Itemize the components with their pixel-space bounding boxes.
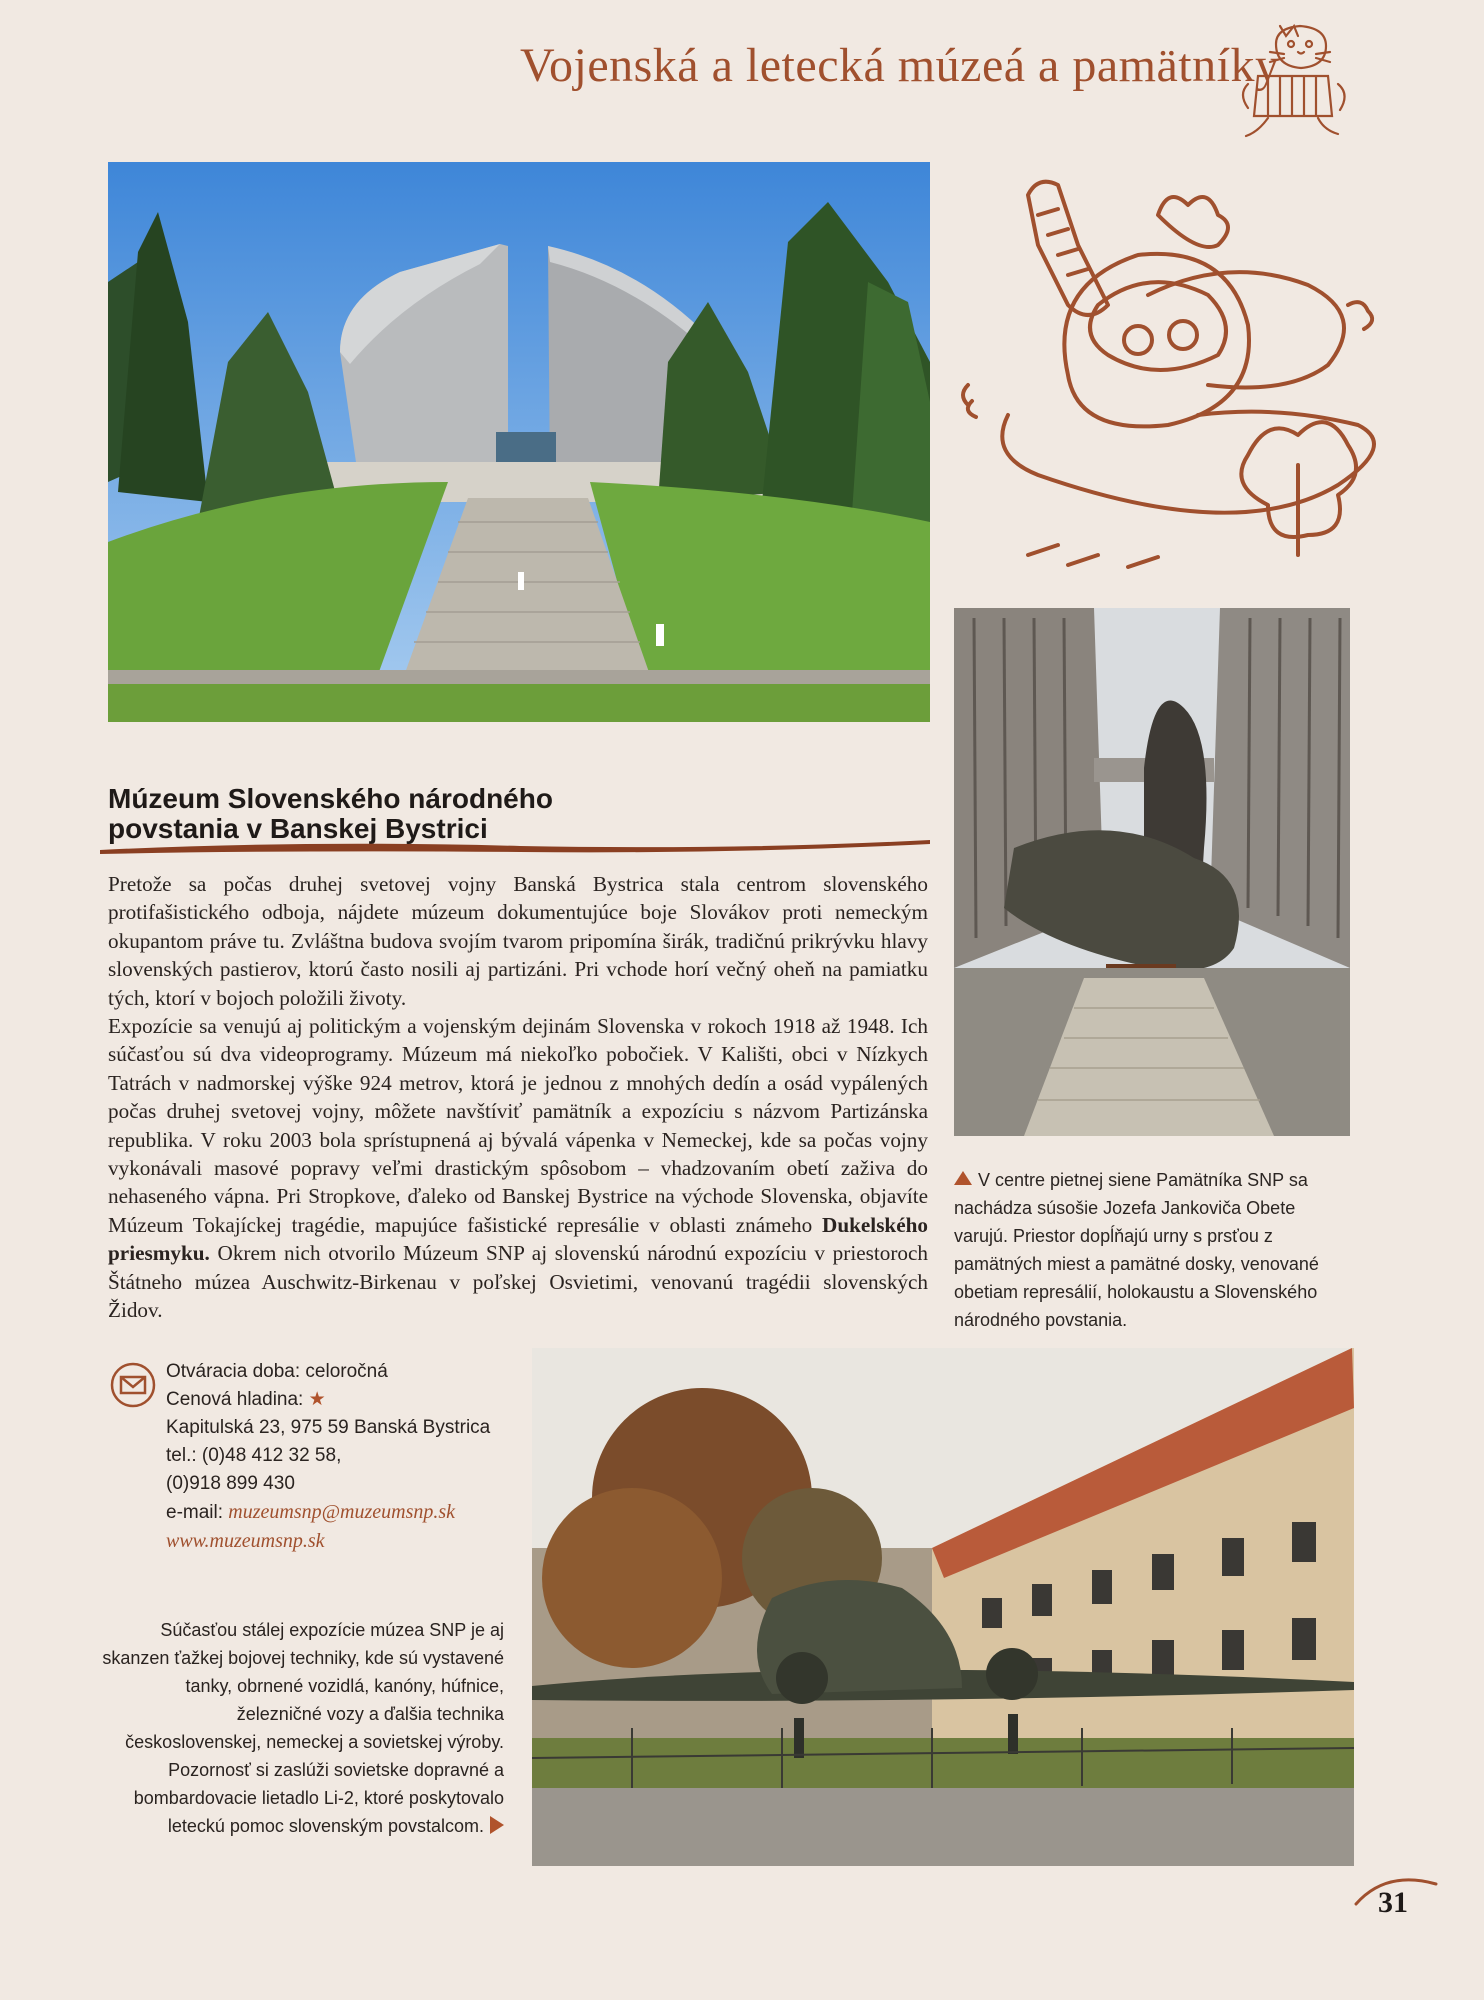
- contact-info: [166, 1358, 526, 1556]
- sculpture-victims-warn-photo: [954, 608, 1350, 1136]
- skanzen-caption-text: Súčasťou stálej expozície múzea SNP je aj skanzen ťažkej bojovej techniky, kde sú vystavené tanky, obrnené vozidlá, kanóny, húfnice, železničné vozy a ďalšia technika československej, nemeckej a sovietskej výroby. Pozornosť si zaslúži sovietske dopravné a bombardovacie lietadlo Li-2, ktoré poskytovalo leteckú pomoc slovenským povstalcom.: [102, 1620, 504, 1836]
- museum-building-photo: [108, 162, 930, 722]
- email-line: [166, 1498, 526, 1527]
- article-body: [108, 870, 928, 1325]
- statue-caption: [954, 1166, 1354, 1334]
- envelope-icon: [110, 1362, 156, 1408]
- email-link[interactable]: muzeumsnp@muzeumsnp.sk: [228, 1501, 456, 1523]
- article-text: Expozície sa venujú aj politickým a vojenským dejinám Slovenska v rokoch 1918 až 1948. Ich súčasťou sú dva videoprogramy. Múzeum má niekoľko pobočiek. V Kališti, obci v Nízkych Tatrách v nadmorskej výške 924 metrov, ktorá je jednou z mnohých dedín a osád vypálených počas druhej svetovej vojny, môžete navštíviť pamätník a expozíciu s názvom Partizánska republika. V roku 2003 bola sprístupnená aj bývalá vápenka v Nemeckej, kde sa počas vojny vykonávali masové popravy veľmi drastickým spôsobom – vhadzovaním obetí zaživa do nehaseného vápna. Pri Stropkove, ďaleko od Banskej Bystrice na východe Slovenska, objavíte Múzeum Tokajíckej tragédie, mapujúce fašistické represálie v oblasti známeho: [108, 1014, 928, 1237]
- web-line: [166, 1527, 526, 1556]
- heading-underline-swash: [100, 838, 930, 856]
- triangle-up-icon: [954, 1171, 972, 1185]
- article-text: Okrem nich otvorilo Múzeum SNP aj slovenskú národnú expozíciu v priestoroch Štátneho múzea Auschwitz-Birkenau v poľskej Osvietimi, venovanú tragédii slovenských Židov.: [108, 1241, 928, 1323]
- skanzen-caption: [100, 1616, 504, 1840]
- price-level-label: Cenová hladina:: [166, 1389, 304, 1410]
- phone-1: tel.: (0)48 412 32 58,: [166, 1445, 342, 1466]
- website-link[interactable]: www.muzeumsnp.sk: [166, 1530, 325, 1552]
- chapter-title: Vojenská a letecká múzeá a pamätníky: [520, 39, 1280, 92]
- statue-caption-text: V centre pietnej siene Pamätníka SNP sa nachádza súsošie Jozefa Jankoviča Obete varujú. Priestor dopĺňajú urny s prsťou z pamätných miest a pamätné dosky, venované obetiam represálií, holokaustu a Slovenského národného povstania.: [954, 1170, 1319, 1330]
- price-level: [166, 1386, 526, 1414]
- page-number: 31: [1378, 1886, 1408, 1919]
- article-paragraph-1: Pretože sa počas druhej svetovej vojny Banská Bystrica stala centrom slovenského protifašistického odboja, nájdete múzeum dokumentujúce boje Slovákov proti nemeckým okupantom práve tu. Zvláštna budova svojím tvarom pripomína širák, tradičnú prikrývku hlavy slovenských pastierov, ktorú často nosili aj partizáni. Pri vchode horí večný oheň na pamiatku tých, ktorí v bojoch položili životy.: [108, 872, 928, 1010]
- cat-accordion-illustration: [1228, 14, 1368, 144]
- article-paragraph-2: [108, 1012, 928, 1324]
- heading-line-2: povstania v Banskej Bystrici: [108, 813, 488, 844]
- star-icon: ★: [308, 1389, 326, 1410]
- triangle-right-icon: [490, 1816, 504, 1834]
- article-bold-text: Dukelského priesmyku.: [108, 1212, 928, 1266]
- phone-2: (0)918 899 430: [166, 1473, 295, 1494]
- opening-hours: Otváracia doba: celoročná: [166, 1361, 388, 1382]
- address: Kapitulská 23, 975 59 Banská Bystrica: [166, 1417, 491, 1438]
- heading-line-1: Múzeum Slovenského národného: [108, 783, 553, 814]
- pilot-airplane-illustration: [948, 155, 1388, 585]
- li2-aircraft-photo: [532, 1348, 1354, 1866]
- email-label: e-mail:: [166, 1502, 224, 1523]
- section-heading: [108, 784, 728, 844]
